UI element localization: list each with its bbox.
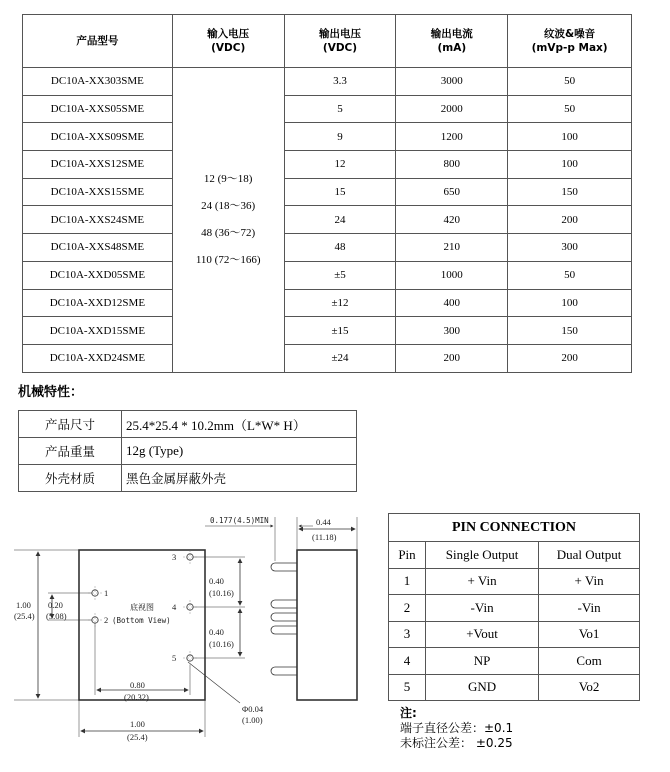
dim-pitch2-mm: (10.16) <box>209 639 234 649</box>
pin-label-4: 4 <box>172 602 177 612</box>
pin-number: 1 <box>389 568 426 595</box>
dim-side-in: 1.00 <box>16 600 31 610</box>
input-voltage-range: 110 (72～166) <box>195 253 261 266</box>
spec-header-row <box>23 15 632 68</box>
model-cell: DC10A-XXS15SME <box>23 178 173 206</box>
dim-pitch1-mm: (10.16) <box>209 588 234 598</box>
output-current-cell: 3000 <box>396 68 508 96</box>
input-voltage-cell <box>172 68 284 373</box>
spec-row <box>23 123 632 151</box>
spec-row <box>23 289 632 317</box>
dual-output-cell: -Vin <box>539 595 640 622</box>
ripple-cell: 150 <box>508 178 632 206</box>
model-cell: DC10A-XXD12SME <box>23 289 173 317</box>
spec-row <box>23 261 632 289</box>
spec-row <box>23 344 632 372</box>
spec-row <box>23 206 632 234</box>
spec-row <box>23 95 632 123</box>
pin-number: 3 <box>389 621 426 648</box>
pin-header: Pin <box>389 542 426 569</box>
output-voltage-cell: 15 <box>284 178 396 206</box>
output-voltage-cell: 12 <box>284 151 396 179</box>
dim-pitch2-in: 0.40 <box>209 627 224 637</box>
input-voltage-range: 12 (9～18) <box>203 172 253 185</box>
pin-row <box>389 674 640 701</box>
output-current-cell: 2000 <box>396 95 508 123</box>
note-pin-tolerance: 端子直径公差：±0.1 <box>400 721 514 735</box>
mechanical-table <box>18 410 357 492</box>
dim-bottom-in: 1.00 <box>130 719 145 729</box>
view-label-en: (Bottom View) <box>112 616 171 625</box>
spec-row <box>23 234 632 262</box>
notes-title: 注: <box>400 706 417 720</box>
dim-pitch1-in: 0.40 <box>209 576 224 586</box>
output-voltage-cell: ±24 <box>284 344 396 372</box>
output-current-cell: 800 <box>396 151 508 179</box>
ripple-cell: 100 <box>508 289 632 317</box>
mechanical-drawing <box>0 505 375 745</box>
spec-table <box>22 14 632 373</box>
mech-row-size <box>19 411 357 438</box>
header-output-current: 输出电流 (mA) <box>396 15 508 68</box>
ripple-cell: 100 <box>508 123 632 151</box>
output-voltage-cell: ±5 <box>284 261 396 289</box>
pin-label-3: 3 <box>172 552 177 562</box>
model-cell: DC10A-XXS24SME <box>23 206 173 234</box>
dim-height-in: 0.44 <box>316 517 331 527</box>
ripple-cell: 300 <box>508 234 632 262</box>
dual-output-cell: + Vin <box>539 568 640 595</box>
dim-span-mm: (20.32) <box>124 692 149 702</box>
pin-label-1: 1 <box>104 588 109 598</box>
output-current-cell: 650 <box>396 178 508 206</box>
output-voltage-cell: 3.3 <box>284 68 396 96</box>
output-voltage-cell: ±15 <box>284 317 396 345</box>
mech-value: 25.4*25.4 * 10.2mm（L*W* H） <box>122 411 357 438</box>
output-current-cell: 1000 <box>396 261 508 289</box>
header-ripple-noise: 纹波&噪音 (mVp-p Max) <box>508 15 632 68</box>
mech-key: 产品尺寸 <box>19 411 122 438</box>
mech-key: 产品重量 <box>19 438 122 465</box>
output-current-cell: 1200 <box>396 123 508 151</box>
dim-span-in: 0.80 <box>130 680 145 690</box>
pin-row <box>389 648 640 675</box>
output-voltage-cell: ±12 <box>284 289 396 317</box>
ripple-cell: 50 <box>508 95 632 123</box>
single-output-cell: +Vout <box>426 621 539 648</box>
output-current-cell: 300 <box>396 317 508 345</box>
note-general-tolerance: 未标注公差： ±0.25 <box>400 736 513 750</box>
model-cell: DC10A-XXD05SME <box>23 261 173 289</box>
pin-connection-table <box>388 513 640 701</box>
pin-number: 4 <box>389 648 426 675</box>
header-output-voltage: 输出电压 (VDC) <box>284 15 396 68</box>
output-voltage-cell: 24 <box>284 206 396 234</box>
dim-offset-in: 0.20 <box>48 600 63 610</box>
pin-row <box>389 621 640 648</box>
ripple-cell: 150 <box>508 317 632 345</box>
single-output-cell: + Vin <box>426 568 539 595</box>
single-output-header: Single Output <box>426 542 539 569</box>
model-cell: DC10A-XXS12SME <box>23 151 173 179</box>
model-cell: DC10A-XXD15SME <box>23 317 173 345</box>
pin-label-5: 5 <box>172 653 177 663</box>
output-current-cell: 400 <box>396 289 508 317</box>
pin-header-row <box>389 542 640 569</box>
dual-output-header: Dual Output <box>539 542 640 569</box>
ripple-cell: 100 <box>508 151 632 179</box>
input-voltage-range: 48 (36～72) <box>201 226 256 239</box>
model-cell: DC10A-XX303SME <box>23 68 173 96</box>
model-cell: DC10A-XXS48SME <box>23 234 173 262</box>
header-input-voltage: 输入电压 (VDC) <box>172 15 284 68</box>
output-current-cell: 420 <box>396 206 508 234</box>
pin-row <box>389 595 640 622</box>
mechanical-title: 机械特性： <box>18 385 84 400</box>
spec-row <box>23 68 632 96</box>
output-voltage-cell: 48 <box>284 234 396 262</box>
spec-row <box>23 178 632 206</box>
pin-row <box>389 568 640 595</box>
single-output-cell: -Vin <box>426 595 539 622</box>
ripple-cell: 50 <box>508 261 632 289</box>
model-cell: DC10A-XXS09SME <box>23 123 173 151</box>
dim-lead-length: 0.177(4.5)MIN <box>210 516 269 525</box>
dim-height-mm: (11.18) <box>312 532 337 542</box>
dual-output-cell: Vo1 <box>539 621 640 648</box>
dim-pin-dia-mm: (1.00) <box>242 715 263 725</box>
pin-connection-title: PIN CONNECTION <box>389 514 640 542</box>
single-output-cell: NP <box>426 648 539 675</box>
model-cell: DC10A-XXS05SME <box>23 95 173 123</box>
module-outline <box>79 550 205 700</box>
side-view-outline <box>297 550 357 700</box>
pin-number: 5 <box>389 674 426 701</box>
dim-pin-dia-in: Φ0.04 <box>242 704 264 714</box>
model-cell: DC10A-XXD24SME <box>23 344 173 372</box>
input-voltage-range: 24 (18～36) <box>201 199 256 212</box>
pin-number: 2 <box>389 595 426 622</box>
spec-row <box>23 317 632 345</box>
ripple-cell: 200 <box>508 206 632 234</box>
mech-value: 黑色金属屏蔽外壳 <box>122 465 357 492</box>
output-voltage-cell: 9 <box>284 123 396 151</box>
dual-output-cell: Com <box>539 648 640 675</box>
dim-offset-mm: (5.08) <box>46 611 67 621</box>
mech-row-weight <box>19 438 357 465</box>
output-voltage-cell: 5 <box>284 95 396 123</box>
mech-key: 外壳材质 <box>19 465 122 492</box>
mech-row-material <box>19 465 357 492</box>
dim-bottom-mm: (25.4) <box>127 732 148 742</box>
ripple-cell: 50 <box>508 68 632 96</box>
ripple-cell: 200 <box>508 344 632 372</box>
header-model: 产品型号 <box>23 15 173 68</box>
spec-row <box>23 151 632 179</box>
mech-value: 12g (Type) <box>122 438 357 465</box>
dual-output-cell: Vo2 <box>539 674 640 701</box>
output-current-cell: 200 <box>396 344 508 372</box>
dim-side-mm: (25.4) <box>14 611 35 621</box>
output-current-cell: 210 <box>396 234 508 262</box>
single-output-cell: GND <box>426 674 539 701</box>
pin-label-2: 2 <box>104 615 109 625</box>
view-label-cn: 底视图 <box>130 603 154 612</box>
